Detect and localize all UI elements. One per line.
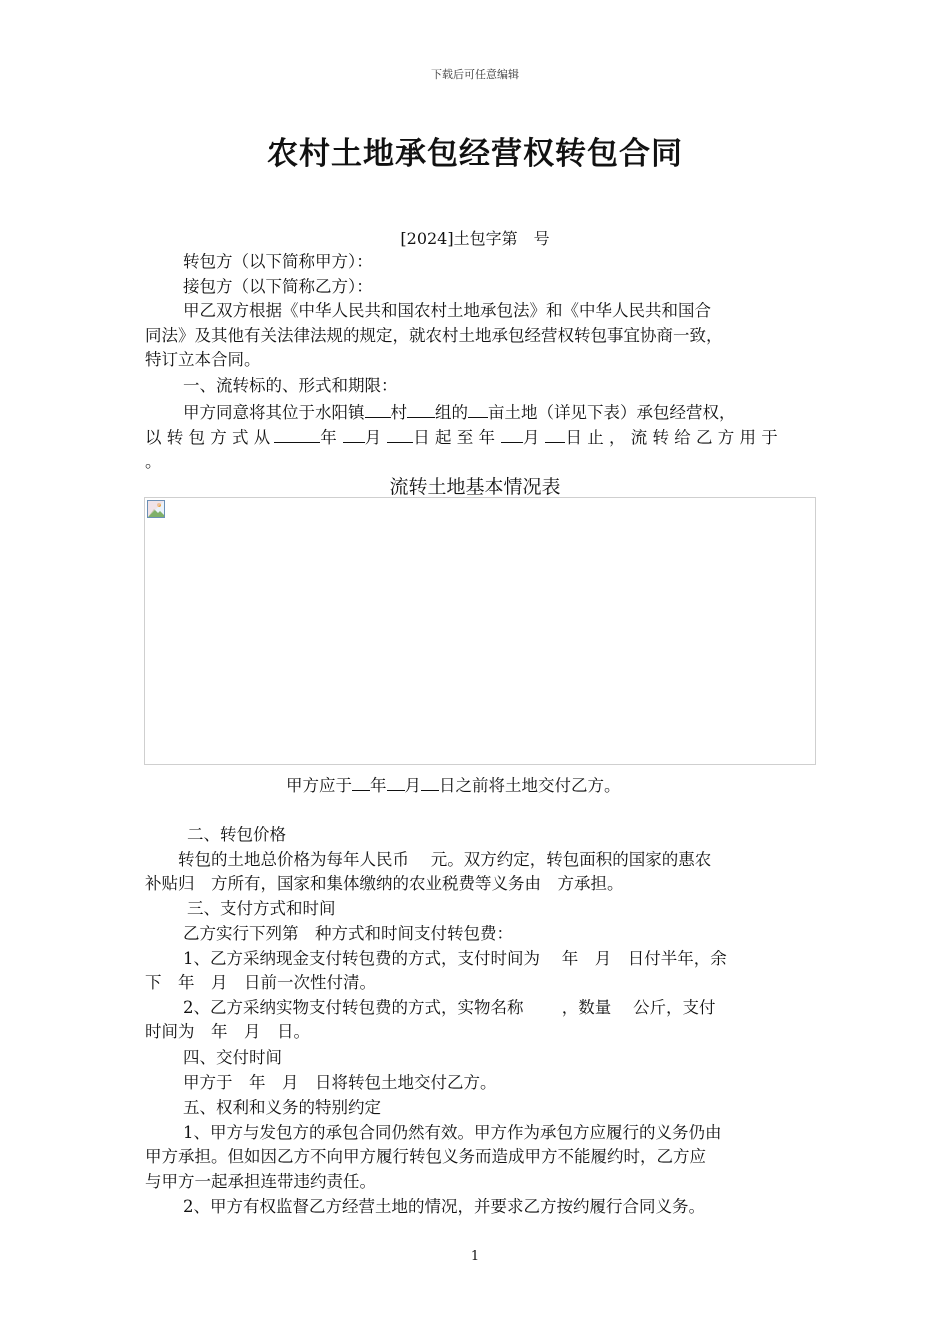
section-4-body: 甲方于 年 月 日将转包土地交付乙方。 [183, 1073, 497, 1092]
text-segment: 年 [370, 776, 387, 795]
section-5-heading: 五、权利和义务的特别约定 [183, 1098, 381, 1117]
section-1-heading: 一、流转标的、形式和期限： [183, 376, 398, 395]
text-segment: 村 [390, 403, 407, 422]
blank-field [407, 399, 435, 418]
section-1-line-3: 。 [145, 452, 162, 471]
text-segment: 以 转 包 方 式 从 [145, 428, 271, 447]
party-a-line: 转包方（以下简称甲方）： [183, 252, 373, 271]
section-5-item-2: 2、甲方有权监督乙方经营土地的情况，并要求乙方按约履行合同义务。 [183, 1197, 705, 1216]
text-segment: 月 [522, 428, 540, 447]
text-segment: 年 [320, 428, 337, 447]
text-segment: 月 [364, 428, 382, 447]
blank-field [387, 424, 413, 443]
section-2-heading: 二、转包价格 [187, 825, 286, 844]
text-segment: 日 止 ， 流 转 给 乙 方 用 于 [565, 428, 778, 447]
section-3-item-1-line-2: 下 年 月 日前一次性付清。 [145, 973, 376, 992]
land-info-table-image [144, 497, 816, 765]
blank-field [387, 772, 405, 791]
section-2-line-2: 补贴归 方所有，国家和集体缴纳的农业税费等义务由 方承担。 [145, 874, 624, 893]
text-segment: 日 起 至 年 [413, 428, 495, 447]
text-segment: 组的 [435, 403, 468, 422]
blank-field [352, 772, 370, 791]
broken-image-icon [147, 500, 165, 518]
text-segment: 甲方同意将其位于水阳镇 [183, 403, 365, 422]
section-3-heading: 三、支付方式和时间 [187, 899, 336, 918]
section-5-item-1-line-1: 1、甲方与发包方的承包合同仍然有效。甲方作为承包方应履行的义务仍由 [183, 1123, 722, 1142]
blank-field [501, 424, 523, 443]
section-2-line-1: 转包的土地总价格为每年人民币 元。双方约定，转包面积的国家的惠农 [178, 850, 712, 869]
document-title: 农村土地承包经营权转包合同 [267, 136, 683, 172]
party-b-line: 接包方（以下简称乙方）： [183, 277, 373, 296]
intro-line-3: 特订立本合同。 [145, 350, 261, 369]
page-number: 1 [470, 1249, 480, 1264]
section-1-line-1 [183, 399, 736, 425]
section-3-item-2-line-2: 时间为 年 月 日。 [145, 1022, 310, 1041]
table-title: 流转土地基本情况表 [389, 476, 561, 498]
text-segment: 亩土地（详见下表）承包经营权， [488, 403, 736, 422]
header-note: 下载后可任意编辑 [431, 68, 519, 81]
section-5-item-1-line-3: 与甲方一起承担连带违约责任。 [145, 1172, 376, 1191]
blank-field [468, 399, 488, 418]
section-3-item-1-line-1: 1、乙方采纳现金支付转包费的方式，支付时间为 年 月 日付半年，余 [183, 949, 727, 968]
document-number: [2024]土包字第 号 [400, 229, 550, 248]
text-segment: 月 [404, 776, 421, 795]
blank-field [365, 399, 391, 418]
section-3-intro: 乙方实行下列第 种方式和时间支付转包费： [183, 924, 513, 943]
section-5-item-1-line-2: 甲方承担。但如因乙方不向甲方履行转包义务而造成甲方不能履约时，乙方应 [145, 1147, 706, 1166]
section-4-heading: 四、交付时间 [183, 1048, 282, 1067]
text-segment: 甲方应于 [286, 776, 352, 795]
intro-line-2: 同法》及其他有关法律法规的规定，就农村土地承包经营权转包事宜协商一致， [145, 326, 723, 345]
blank-field [274, 424, 320, 443]
delivery-line [286, 772, 621, 798]
section-3-item-2-line-1: 2、乙方采纳实物支付转包费的方式，实物名称 ，数量 公斤，支付 [183, 998, 716, 1017]
blank-field [343, 424, 365, 443]
intro-line-1: 甲乙双方根据《中华人民共和国农村土地承包法》和《中华人民共和国合 [183, 301, 711, 320]
section-1-line-2 [145, 424, 778, 450]
blank-field [421, 772, 439, 791]
text-segment: 日之前将土地交付乙方。 [439, 776, 621, 795]
blank-field [545, 424, 565, 443]
